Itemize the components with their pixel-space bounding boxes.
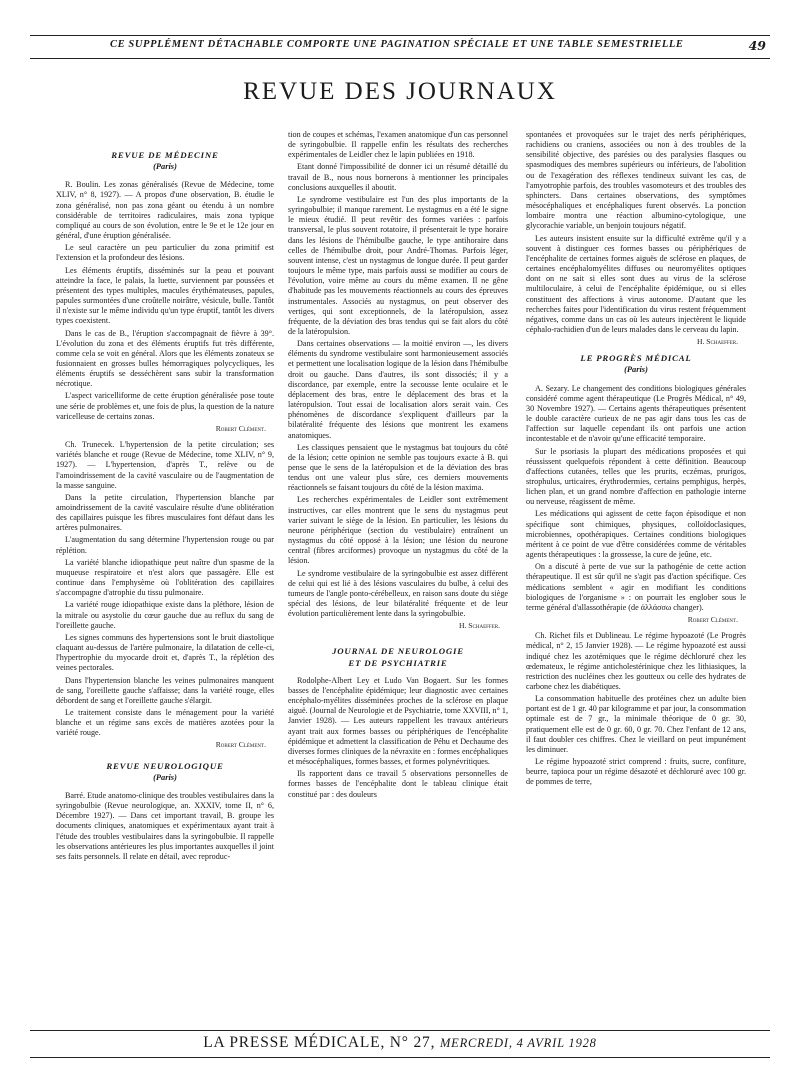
article-paragraph: Les classiques pensaient que le nystagmus bat toujours du côté de la lésion; cette opinion ne semble pas toujours exacte à B. qui pense que le sens de la latéropulsion et de la déviation des bras tendus ont une valeur plus sûre, ces derniers mouvements réactionnels se faisant toujours du côté de la lésion maxima. — [288, 442, 508, 493]
section-title: LE PROGRÈS MÉDICAL — [580, 353, 692, 364]
article-paragraph: Rodolphe-Albert Ley et Ludo Van Bogaert. Sur les formes basses de l'encéphalite épidémique; leur diagnostic avec certaines encéphalo-myélites disséminées proches de la sclérose en plaque aiguë. (Journal de Neurologie et de Psychiatrie, tome XXVIII, n° 1, Janvier 1928). — Les auteurs rappellent les travaux antérieurs ayant trait aux formes basses ou périphériques de l'encéphalite épidémique et admettent la classification de Péhu et Dechaume des diverses formes cliniques de la névraxite en : formes encéphaliques et mésocéphaliques, formes basses, et formes polynévritiques. — [288, 675, 508, 767]
article-paragraph: Dans certaines observations — la moitié environ —, les divers éléments du syndrome vestibulaire sont harmonieusement associés et permettent une localisation logique de la lésion dans l'hémibulbe droit ou gauche. Dans d'autres, ils sont dissociés; il y a discordance, par exemple, entre la secousse lente oculaire et le déplacement des bras, entre le déplacement des bras et la latéropulsion. Tout essai de localisation alors serait vain. Ces phénomènes de discordance s'expliquent d'ailleurs par la bilatéralité fréquente des lésions que montrent les examens anatomiques. — [288, 339, 508, 440]
article-paragraph: Dans l'hypertension blanche les veines pulmonaires manquent de sang, l'oreillette gauche s'affaisse; dans la variété rouge, elles débordent de sang et l'oreillette gauche s'élargit. — [56, 675, 274, 705]
article-paragraph: La variété rouge idiopathique existe dans la pléthore, lésion de la mitrale ou asystolie du cœur gauche due au reflux du sang de l'oreillette gauche. — [56, 600, 274, 630]
article-paragraph: Les auteurs insistent ensuite sur la difficulté extrême qu'il y a souvent à distinguer ces formes basses ou périphériques de l'encéphalite de certaines formes aiguës de sclérose en plaques, de certaines encéphalomyélites diffuses ou neuromyélites optiques dont on ne sait si elles sont dues au virus de la sclérose multiloculaire, à celui de l'encéphalite épidémique, ou si elles constituent des affections à virus autonome. D'autant que les recherches faites pour l'identification du virus restent fréquemment négatives, comme dans un cas où les auteurs injectèrent le liquide céphalo-rachidien d'un de leurs malades dans le cerveau du lapin. — [526, 233, 746, 334]
article-paragraph: On a discuté à perte de vue sur la pathogénie de cette action thérapeutique. Il est sûr qu'il ne s'agit pas d'action spécifique. Ces médications semblent « agir en modifiant les conditions biologiques de l'organisme » : on pourrait les englober sous le terme général d'allassothérapie (de ἀλλάσσω changer). — [526, 562, 746, 612]
article-paragraph: Etant donné l'impossibilité de donner ici un résumé détaillé du travail de B., nous nous bornerons à mentionner les principales conclusions auxquelles il aboutit. — [288, 162, 508, 192]
article-paragraph: Le traitement consiste dans le ménagement pour la variété blanche et un régime sans excès de matières azotées pour la variété rouge. — [56, 707, 274, 738]
column-2 — [288, 130, 508, 1018]
article-signature: Robert Clément. — [215, 423, 266, 433]
article-paragraph: R. Boulin. Les zonas généralisés (Revue de Médecine, tome XLIV, n° 8, 1927). — A propos d'une observation, B. étudie le zona généralisé, non pas zona géant ou étendu à un nombre considérable de territoires radiculaires, mais zona typique compliqué au cours de son évolution, entre le 9e et le 12e jour en général, d'une éruption généralisée. — [56, 180, 274, 241]
column-1 — [56, 128, 274, 1016]
footer-text — [30, 1034, 770, 1052]
article-paragraph: La variété blanche idiopathique peut naître d'un spasme de la muqueuse respiratoire et n'est alors que passagère. Elle est continue dans l'emphysème où l'oblitération des capillaires s'accompagne d'atrophie du tissu pulmonaire. — [56, 557, 274, 598]
article-paragraph: Les éléments éruptifs, disséminés sur la peau et pouvant atteindre la face, le palais, la luette, surviennent par poussées et présentent des types multiples, macules érythémateuses, papules, papules surmontées d'une croûtelle noirâtre, vésicule, bulle. Tantôt il n'existe sur le même individu qu'un type éruptif, tantôt les divers types coexistent. — [56, 265, 274, 326]
article-paragraph: tion de coupes et schémas, l'examen anatomique d'un cas personnel de syringobulbie. Il rappelle enfin les résultats des recherches expérimentales de Leidler chez le lapin publiées en 1918. — [288, 130, 508, 160]
article-paragraph: Ch. Trunecek. L'hypertension de la petite circulation; ses variétés blanche et rouge (Revue de Médecine, tome XLIV, n° 9, 1927). — L'hypertension, d'après T., relève ou de l'amoindrissement de la cavité vasculaire ou de l'augmentation de la masse sanguine. — [56, 440, 274, 490]
supplement-notice: CE SUPPLÉMENT DÉTACHABLE COMPORTE UNE PAGINATION SPÉCIALE ET UNE TABLE SEMESTRIELLE — [110, 39, 684, 50]
section-subtitle: (Paris) — [153, 162, 177, 172]
article-paragraph: Sur le psoriasis la plupart des médications proposées et qui réussissent quelquefois répondent à cette définition. Beaucoup d'affections cutanées, telles que les prurits, eczémas, prurigos, strophulus, urticaires, érythrodermies, certains pemphigus, herpès, lichen plan, et un grand nombre d'affection en pathologie interne ou nerveuse, réagissent de même. — [526, 446, 746, 507]
section-subtitle: ET DE PSYCHIATRIE — [348, 657, 448, 668]
article-paragraph: Les médications qui agissent de cette façon épisodique et non spécifique sont chimiques, physiques, colloïdoclasiques, microbiennes, opothérapiques. Certaines conditions biologiques méritent à ce point de vue d'être considérées comme de véritables agents thérapeutiques : la grossesse, la cure de jeûne, etc. — [526, 509, 746, 560]
article-paragraph: L'aspect varicelliforme de cette éruption généralisée pose toute une série de problèmes et, une fois de plus, la question de la nature varicelleuse de certains zonas. — [56, 391, 274, 421]
article-paragraph: Barré. Etude anatomo-clinique des troubles vestibulaires dans la syringobulbie (Revue neurologique, an. XXXIV, tome II, n° 6, Décembre 1927). — Dans cet important travail, B. groupe les documents cliniques, anatomiques et expérimentaux ayant trait à l'étude des troubles vestibulaires dans la syringobulbie. Il rappelle les observations antérieures les plus importantes auxquelles il joint ses faits personnels. Il relate en détail, avec reproduc- — [56, 790, 274, 861]
article-paragraph: Dans la petite circulation, l'hypertension blanche par amoindrissement de la cavité vasculaire résulte d'une oblitération des capillaires puisque les fibres musculaires font défaut dans les artères pulmonaires. — [56, 492, 274, 533]
issue-date: MERCREDI, 4 AVRIL 1928 — [439, 1036, 597, 1050]
column-3 — [526, 130, 746, 1018]
article-paragraph: Le seul caractère un peu particulier du zona primitif est l'extension et la profondeur des lésions. — [56, 243, 274, 263]
article-paragraph: Les recherches expérimentales de Leidler sont extrêmement instructives, car elles montrent que le sens du nystagmus peut varier suivant le siège de la lésion. En particulier, les lésions du neurone périphérique (section du vestibulaire) entraînent un nystagmus du côté opposé à la lésion; une lésion du neurone central (fibres arciformes) provoque un nystagmus du côté de la lésion. — [288, 495, 508, 566]
article-signature: Robert Clément. — [215, 740, 266, 750]
article-signature: H. Schaeffer. — [459, 621, 500, 631]
article-paragraph: Le régime hypoazoté strict comprend : fruits, sucre, confiture, beurre, tapioca pour un régime désazoté et déchloruré avec 100 gr. de pommes de terre, — [526, 757, 746, 787]
article-signature: H. Schaeffer. — [697, 337, 738, 347]
article-paragraph: Les signes communs des hypertensions sont le bruit diastolique claquant au-dessus de l'artère pulmonaire, la dilatation de celle-ci, l'hypertrophie du myocarde droit et, d'après T., la réplétion des veines pectorales. — [56, 632, 274, 673]
article-paragraph: Le syndrome vestibulaire est l'un des plus importants de la syringobulbie; il manque rarement. Le nystagmus en a été le signe le mieux étudié. Il peut revêtir des formes variées : parfois transversal, le plus souvent rotatoire, il présenterait le type horaire dans les lésions de l'hémibulbe gauche, le type antihoraire dans celles de l'hémibulbe droit, pour André-Thomas. Parfois léger, souvent intense, c'est un nystagmus de longue durée. Il peut garder toujours le même type, mais parfois aussi se modifier au cours de l'évolution, voire même au cours du même examen. Il ne gêne d'habitude pas les mouvements réactionnels au cours des épreuves instrumentales. Associés au nystagmus, on peut observer des vertiges, qui sont exceptionnels, de la latéropulsion, assez fréquente, de la déviation des bras tendus qui se fait alors du côté de la latéropulsion. — [288, 194, 508, 336]
article-paragraph: Ils rapportent dans ce travail 5 observations personnelles de formes basses de l'encéphalite dont le tableau clinique était constitué par : des douleurs — [288, 769, 508, 799]
article-paragraph: La consommation habituelle des protéines chez un adulte bien portant est de 1 gr. 40 par kilogramme et par jour, la consommation optimale est de 7 gr., la minimale théorique de 0 gr. 30, pratiquement elle est de 0 gr. 60, 0 gr. 70. Chez l'enfant de 12 ans, il faut doubler ces chiffres. Chez le vieillard on peut impunément les diminuer. — [526, 694, 746, 754]
top-header-bar — [30, 35, 770, 59]
article-paragraph: Dans le cas de B., l'éruption s'accompagnait de fièvre à 39°. L'évolution du zona et des éléments éruptifs fut très différente, comme cela se voit en général. Alors que les éléments zonateux se fusionnaient en grosses bulles hémorragiques polycycliques, les éléments éruptifs se desséchèrent sans subir la transformation nécrotique. — [56, 328, 274, 389]
article-paragraph: Ch. Richet fils et Dublineau. Le régime hypoazoté (Le Progrès médical, n° 2, 15 Janvier 1928). — Le régime hypoazoté est aussi indiqué chez les azotémiques que le régime déchloruré chez les œdemateux, le régime anticholestérinique chez les lithiasiques, la restriction des nucléines chez les goutteux ou celle des hydrates de carbone chez les diabétiques. — [526, 631, 746, 691]
journal-name: LA PRESSE MÉDICALE, N° 27, — [203, 1034, 436, 1051]
section-title: REVUE NEUROLOGIQUE — [106, 760, 224, 771]
article-signature: Robert Clément. — [687, 615, 738, 625]
section-subtitle: (Paris) — [153, 772, 177, 782]
footer-bar — [30, 1030, 770, 1058]
section-title: REVUE DE MÉDECINE — [111, 150, 219, 160]
section-subtitle: (Paris) — [624, 365, 648, 375]
page-title: REVUE DES JOURNAUX — [243, 78, 557, 105]
article-paragraph: Le syndrome vestibulaire de la syringobulbie est assez différent de celui qui est lié à des lésions vasculaires du bulbe, à celui des tumeurs de l'angle ponto-cérébelleux, en raison sans doute du siège spécial des lésions, de leur bilatéralité fréquente et de leur évolution particulièrement lente dans la syringobulbie. — [288, 568, 508, 619]
article-paragraph: A. Sezary. Le changement des conditions biologiques générales considéré comme agent thérapeutique (Le Progrès Médical, n° 49, 30 Novembre 1927). — Certains agents thérapeutiques présentent le double caractère curieux de ne pas agir dans tous les cas de l'affection sur laquelle cependant ils ont parfois une action incontestable et de n'avoir qu'une efficacité temporaire. — [526, 383, 746, 444]
section-title: JOURNAL DE NEUROLOGIE — [332, 645, 464, 656]
page-number: 49 — [748, 38, 766, 53]
article-paragraph: spontanées et provoquées sur le trajet des nerfs périphériques, rachidiens ou craniens, associées ou non à des troubles de la sensibilité objective, des parésies ou des paralysies flasques ou spasmodiques des membres supérieurs ou inférieurs, de l'abolition ou de l'exagération des réflexes tendineux suivant les cas, de l'amyotrophie parfois, des troubles vasomoteurs et des troubles des sphincters. Dans certaines observations, des symptômes mésocéphaliques et encéphaliques furent observés. La ponction lombaire montra une réaction albumino-cytologique, une glycorachie variable, un benjoin toujours négatif. — [526, 130, 746, 231]
article-paragraph: L'augmentation du sang détermine l'hypertension rouge ou par réplétion. — [56, 535, 274, 555]
